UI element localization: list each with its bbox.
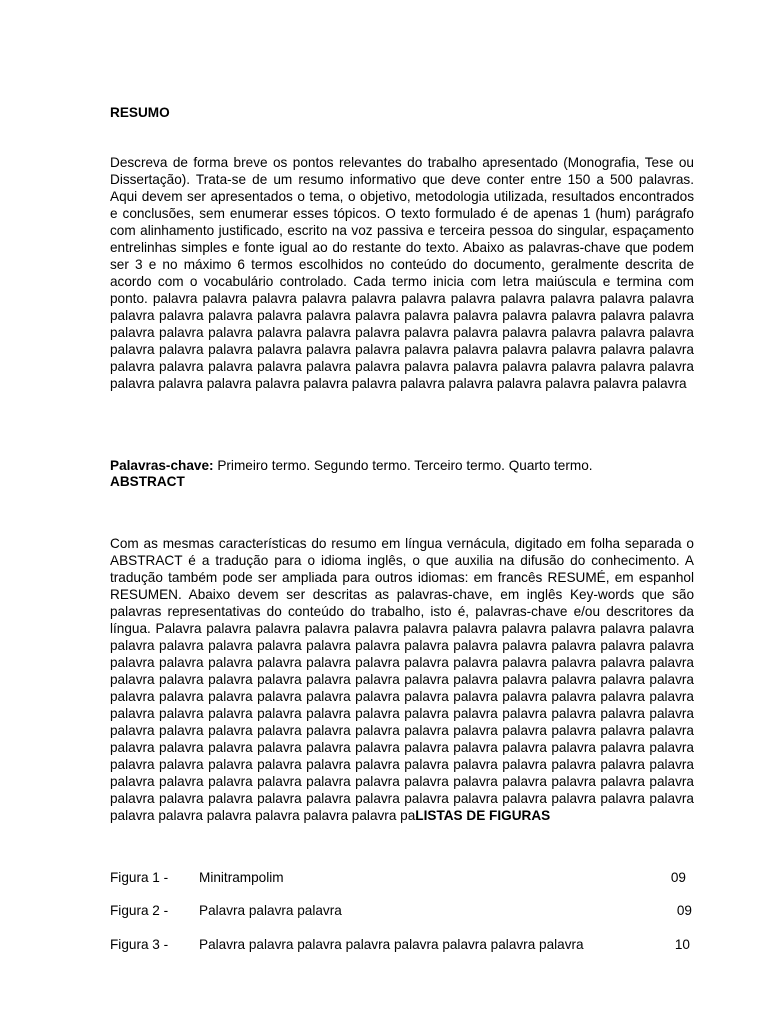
figures-list-heading: LISTAS DE FIGURAS [415,808,551,823]
figure-title: Minitrampolim [199,870,284,885]
figure-row-3 [110,936,694,953]
figure-label: Figura 1 - [110,870,169,885]
figure-row-2 [110,902,694,919]
resumo-body: Descreva de forma breve os pontos relevantes do trabalho apresentado (Monografia, Tese ou Dissertação). Trata-se de um resumo informativo que deve conter entre 150 a 500 palavras. Aqui devem ser apresentados o tema, o objetivo, metodologia utilizada, resultados encontrados e conclusões, sem enumerar esses tópicos. O texto formulado é de apenas 1 (hum) parágrafo com alinhamento justificado, escrito na voz passiva e terceira pessoa do singular, espaçamento entrelinhas simples e fonte igual ao do restante do texto. Abaixo as palavras-chave que podem ser 3 e no máximo 6 termos escolhidos no conteúdo do documento, geralmente descrita de acordo com o vocabulário controlado. Cada termo inicia com letra maiúscula e termina com ponto. palavra palavra palavra palavra palavra palavra palavra palavra palavra palavra palavra palavra palavra palavra palavra palavra palavra palavra palavra palavra palavra palavra palavra palavra palavra palavra palavra palavra palavra palavra palavra palavra palavra palavra palavra palavra palavra palavra palavra palavra palavra palavra palavra palavra palavra palavra palavra palavra palavra palavra palavra palavra palavra palavra palavra palavra palavra palavra palavra palavra palavra palavra palavra palavra palavra palavra palavra palavra palavra palavra palavra [110,155,694,391]
keywords-text: Primeiro termo. Segundo termo. Terceiro termo. Quarto termo. [213,458,593,473]
figure-page: 09 [676,903,692,918]
keywords-line [110,457,593,474]
figure-page: 10 [674,937,690,952]
figure-title: Palavra palavra palavra [199,903,342,918]
abstract-body-text: Com as mesmas características do resumo em língua vernácula, digitado em folha separada o ABSTRACT é a tradução para o idioma inglês, o que auxilia na difusão do conhecimento. A tradução também pode ser ampliada para outros idiomas: em francês RESUMÉ, em espanhol RESUMEN. Abaixo devem ser descritas as palavras-chave, em inglês Key-words que são palavras representativas do conteúdo do trabalho, isto é, palavras-chave e/ou descritores da língua. Palavra palavra palavra palavra palavra palavra palavra palavra palavra palavra palavra palavra palavra palavra palavra palavra palavra palavra palavra palavra palavra palavra palavra palavra palavra palavra palavra palavra palavra palavra palavra palavra palavra palavra palavra palavra palavra palavra palavra palavra palavra palavra palavra palavra palavra palavra palavra palavra palavra palavra palavra palavra palavra palavra palavra palavra palavra palavra palavra palavra palavra palavra palavra palavra palavra palavra palavra palavra palavra palavra palavra palavra palavra palavra palavra palavra palavra palavra palavra palavra palavra palavra palavra palavra palavra palavra palavra palavra palavra palavra palavra palavra palavra palavra palavra palavra palavra palavra palavra palavra palavra palavra palavra palavra palavra palavra palavra palavra palavra palavra palavra palavra palavra palavra palavra palavra palavra palavra palavra palavra palavra palavra palavra palavra palavra palavra palavra palavra palavra palavra palavra palavra palavra palavra palavra palavra palavra pa [110,536,694,823]
figure-label: Figura 2 - [110,903,169,918]
abstract-body [110,535,694,824]
keywords-label: Palavras-chave: [110,458,214,473]
figure-title: Palavra palavra palavra palavra palavra palavra palavra palavra [199,937,584,952]
figure-row-1 [110,869,694,886]
figure-label: Figura 3 - [110,937,169,952]
resumo-heading: RESUMO [110,105,170,120]
abstract-heading: ABSTRACT [110,474,185,489]
figure-page: 09 [670,870,686,885]
